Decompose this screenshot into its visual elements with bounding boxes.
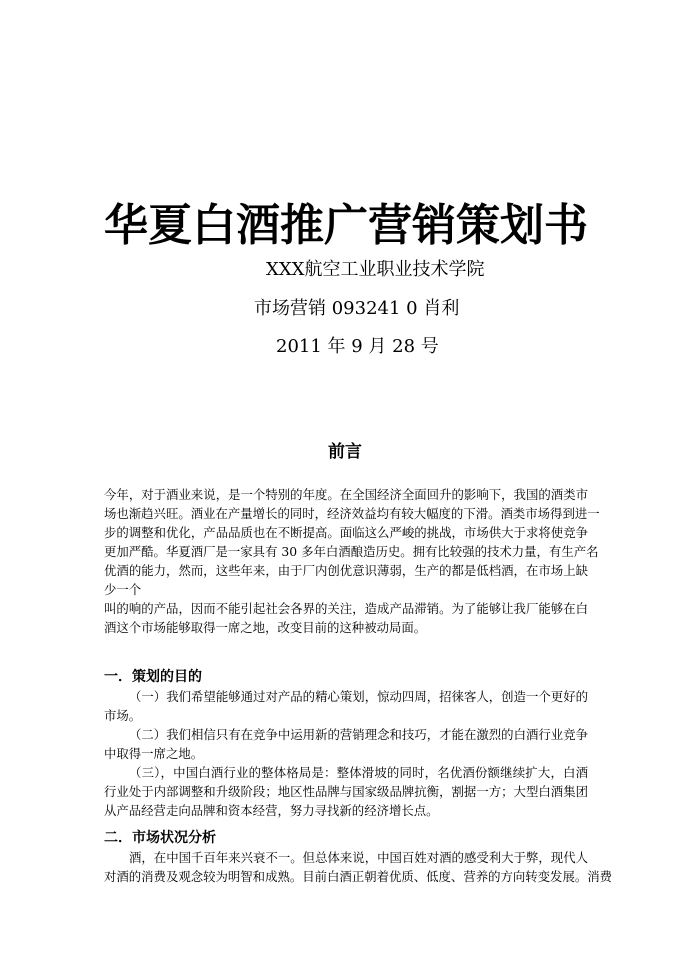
preface-line: 更加严酷。华夏酒厂是一家具有 30 多年白酒酿造历史。拥有比较强的技术力量，有生产名 xyxy=(104,544,599,559)
paragraph-line: 对酒的消费及观念较为明智和成熟。目前白酒正朝着优质、低度、营养的方向转变发展。消费 xyxy=(104,869,613,884)
paragraph-line: 从产品经营走向品牌和资本经营，努力寻找新的经济增长点。 xyxy=(104,803,439,818)
preface-line: 少一个 xyxy=(104,582,142,597)
section-heading: 二．市场状况分析 xyxy=(104,830,216,846)
paragraph-line: （一）我们希望能够通过对产品的精心策划，惊动四周，招徕客人，创造一个更好的 xyxy=(129,689,588,704)
preface-line: 场也渐趋兴旺。酒业在产量增长的同时，经济效益均有较大幅度的下滑。酒类市场得到进一 xyxy=(104,506,600,521)
paragraph-line: （二）我们相信只有在竞争中运用新的营销理念和技巧，才能在激烈的白酒行业竞争 xyxy=(129,727,588,742)
preface-body xyxy=(104,485,600,637)
paragraph-line: （三），中国白酒行业的整体格局是：整体滑坡的同时，名优酒份额继续扩大，白酒 xyxy=(129,765,588,780)
section-heading: 一．策划的目的 xyxy=(104,669,202,685)
paragraph-line: 市场。 xyxy=(104,708,142,723)
preface-line: 步的调整和优化，产品品质也在不断提高。面临这么严峻的挑战，市场供大于求将使竞争 xyxy=(104,525,588,540)
preface-line: 优酒的能力，然而，这些年来，由于厂内创优意识薄弱，生产的都是低档酒，在市场上缺 xyxy=(104,563,588,578)
document-title: 华夏白酒推广营销策划书 xyxy=(104,200,588,251)
preface-line: 今年，对于酒业来说，是一个特别的年度。在全国经济全面回升的影响下，我国的酒类市 xyxy=(104,487,588,502)
paragraph-line: 行业处于内部调整和升级阶段；地区性品牌与国家级品牌抗衡，割据一方；大型白酒集团 xyxy=(104,784,588,799)
author-line: 市场营销 093241 0 肖利 xyxy=(254,298,460,319)
section-purpose xyxy=(104,668,588,820)
paragraph-line: 中取得一席之地。 xyxy=(104,746,204,761)
section-market-analysis xyxy=(104,829,613,886)
paragraph-line: 酒，在中国千百年来兴衰不一。但总体来说，中国百姓对酒的感受利大于弊，现代人 xyxy=(129,850,588,865)
preface-line: 酒这个市场能够取得一席之地，改变目前的这种被动局面。 xyxy=(104,620,427,635)
school-name: XXX航空工业职业技术学院 xyxy=(266,259,485,280)
preface-heading: 前言 xyxy=(328,442,362,462)
preface-line: 叫的响的产品，因而不能引起社会各界的关注，造成产品滞销。为了能够让我厂能够在白 xyxy=(104,601,588,616)
document-date: 2011 年 9 月 28 号 xyxy=(276,336,439,357)
